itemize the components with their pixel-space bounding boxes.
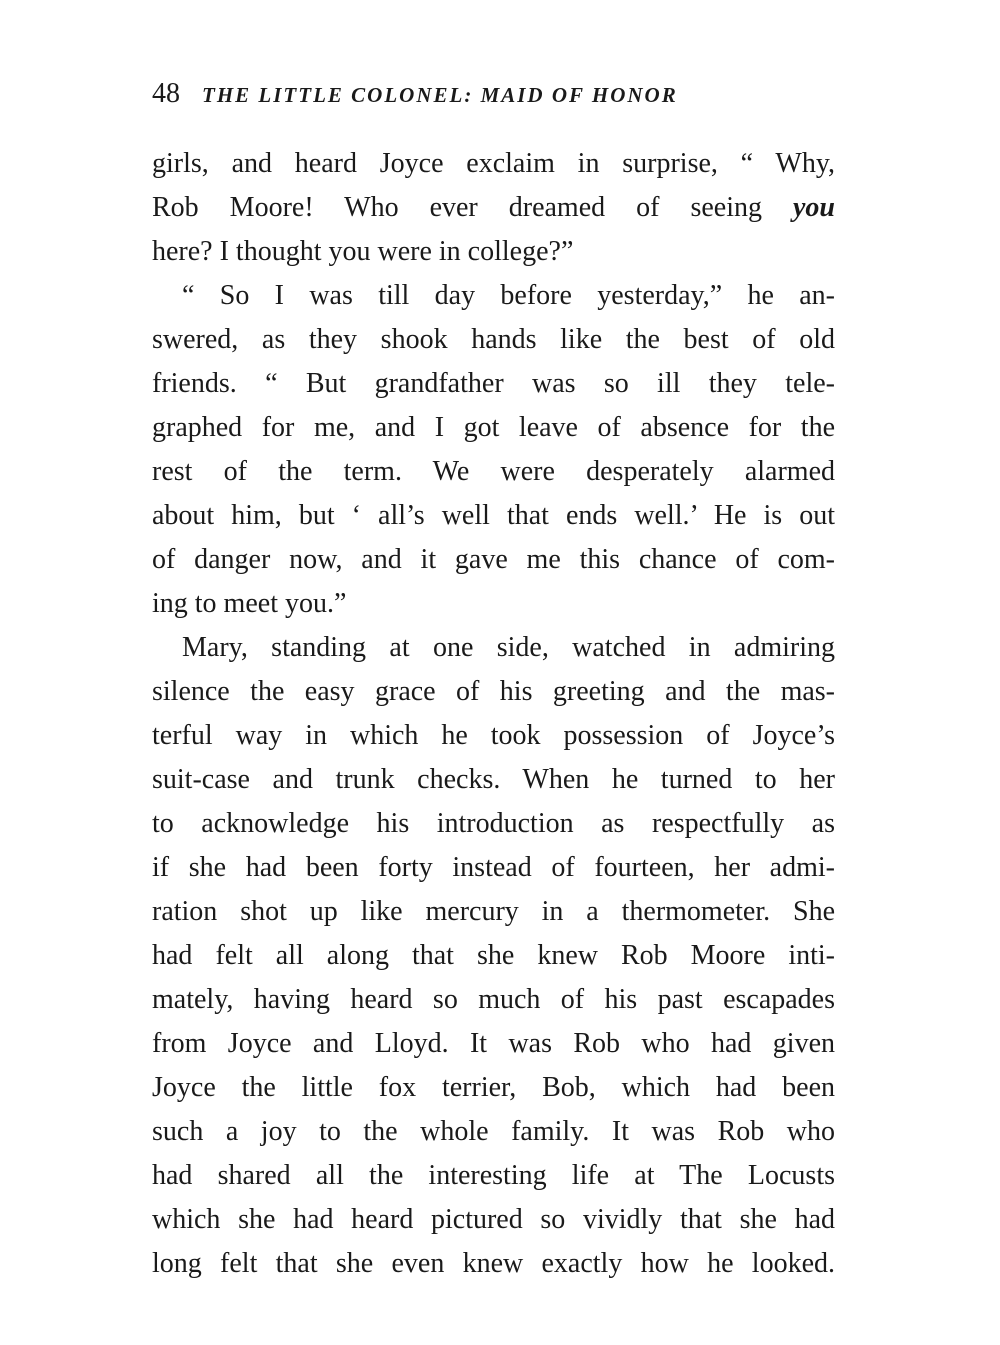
text-line: “ So I was till day before yesterday,” he an- (182, 280, 835, 311)
text-line: from Joyce and Lloyd. It was Rob who had given (152, 1028, 835, 1059)
text-line: had shared all the interesting life at The Locusts (152, 1160, 835, 1191)
text-line: such a joy to the whole family. It was Rob who (152, 1116, 835, 1147)
text-line: about him, but ‘ all’s well that ends well.’ He is out (152, 500, 835, 531)
text-line: ration shot up like mercury in a thermometer. She (152, 896, 835, 927)
paragraph (152, 626, 835, 1286)
text-line: friends. “ But grandfather was so ill they tele- (152, 368, 835, 399)
text-line-segment: Rob Moore! Who ever dreamed of seeing (152, 192, 762, 223)
text-line: silence the easy grace of his greeting and the mas- (152, 676, 835, 707)
body-text (152, 142, 835, 1286)
text-line: swered, as they shook hands like the best of old (152, 324, 835, 355)
text-line: here? I thought you were in college?” (152, 236, 574, 267)
page-number: 48 (152, 78, 180, 109)
text-line (152, 186, 835, 230)
text-line: which she had heard pictured so vividly that she had (152, 1204, 835, 1235)
text-line: if she had been forty instead of fourteen, her admi- (152, 852, 835, 883)
text-line: girls, and heard Joyce exclaim in surprise, “ Why, (152, 148, 835, 179)
text-line: terful way in which he took possession of Joyce’s (152, 720, 835, 751)
text-line: suit-case and trunk checks. When he turned to her (152, 764, 835, 795)
text-line: long felt that she even knew exactly how he looked. (152, 1248, 835, 1279)
text-line: Mary, standing at one side, watched in admiring (182, 632, 835, 663)
paragraph (152, 274, 835, 626)
book-title: THE LITTLE COLONEL: MAID OF HONOR (202, 83, 678, 107)
text-line: rest of the term. We were desperately alarmed (152, 456, 835, 487)
text-line: had felt all along that she knew Rob Moore inti- (152, 940, 835, 971)
text-line: mately, having heard so much of his past escapades (152, 984, 835, 1015)
text-line: of danger now, and it gave me this chance of com- (152, 544, 835, 575)
paragraph (152, 142, 835, 274)
text-line: ing to meet you.” (152, 588, 347, 619)
text-line: to acknowledge his introduction as respectfully as (152, 808, 835, 839)
emphasized-word: you (793, 192, 835, 223)
text-line: graphed for me, and I got leave of absence for the (152, 412, 835, 443)
running-head (152, 78, 842, 118)
text-line: Joyce the little fox terrier, Bob, which had been (152, 1072, 835, 1103)
